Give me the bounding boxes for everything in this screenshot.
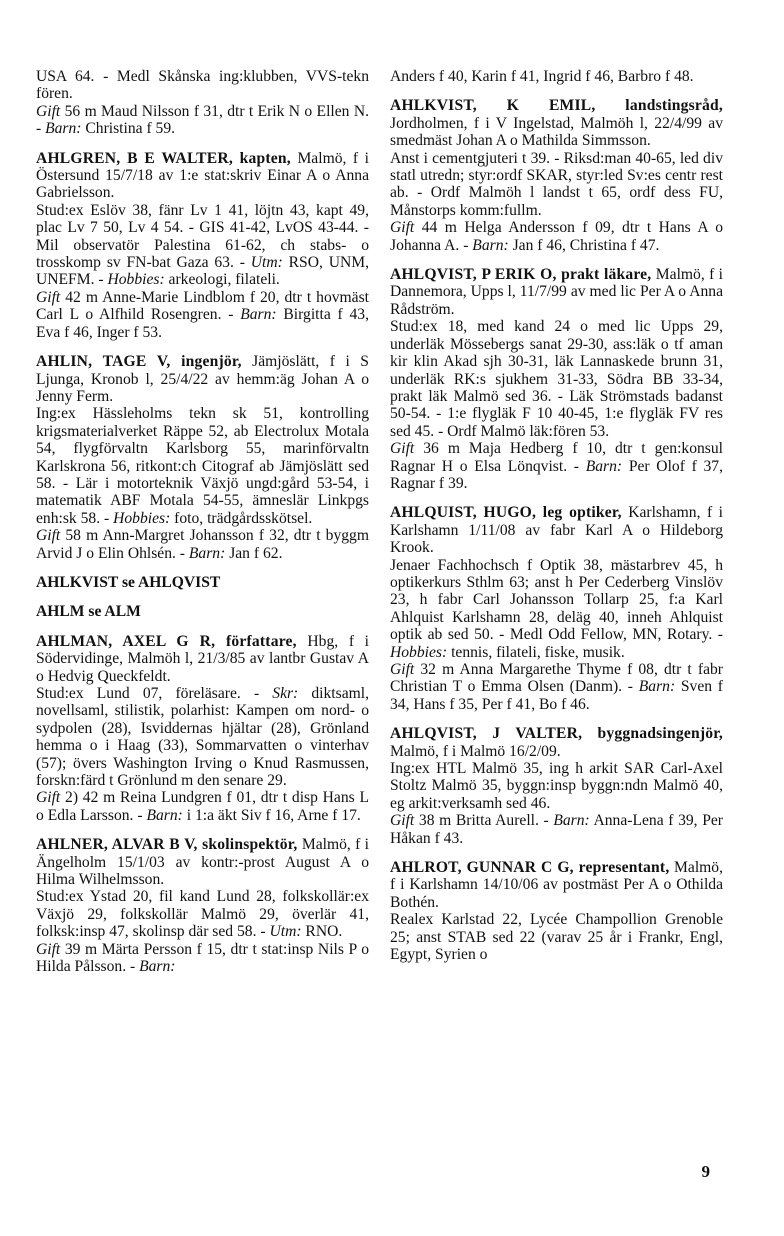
entry-career: Anst i cementgjuteri t 39. - Riksd:man 40-65, led div statl utredn; styr:ordf SKAR, styr:led Sv:es centr rest ab. - Ordf Malmöh l landst t 65, ordf dess FU, Månstorps komm:fullm. — [390, 149, 723, 219]
entry-career: Realex Karlstad 22, Lycée Champollion Grenoble 25; anst STAB sed 22 (varav 25 år i Frankr, Engl, Egypt, Syrien o — [390, 911, 723, 964]
gift-text: 42 m Anne-Marie Lindblom f 20, dtr t hovmäst Carl L o Alfhild Rosengren. - — [36, 288, 369, 324]
entry-ahlner — [36, 836, 369, 975]
entry-bio: Malmö, f i Karlshamn 14/10/06 av postmäst Per A o Othilda Bothén. — [390, 859, 724, 911]
gift-label: Gift — [36, 940, 61, 958]
gift-text: 56 m Maud Nilsson f 31, dtr t Erik N o Ellen N. - — [36, 102, 369, 138]
xref-ahlm: AHLM se ALM — [36, 603, 141, 621]
barn-label: Barn: — [45, 120, 82, 138]
barn-label: Barn: — [146, 806, 183, 824]
gift-text: 2) 42 m Reina Lundgren f 01, dtr t disp Hans L o Edla Larsson. - — [36, 789, 369, 824]
entry-head: AHLROT, GUNNAR C G, representant, — [390, 859, 670, 877]
hobbies-label: Hobbies: — [390, 643, 448, 661]
entry-head: AHLNER, ALVAR B V, skolinspektör, — [36, 836, 298, 854]
entry-career: Stud:ex Ystad 20, fil kand Lund 28, folkskollär:ex Växjö 29, folkskollär Malmö 29, överlär 41, folksk:insp 47, skolinsp där sed 58. - — [36, 888, 369, 941]
hobbies-label: Hobbies: — [107, 271, 165, 289]
hobbies-text: tennis, filateli, fiske, musik. — [447, 643, 625, 661]
entry-bio: Karlshamn, f i Karlshamn 1/11/08 av fabr Karl A o Hildeborg Krook. — [390, 504, 724, 557]
barn-text: Anna-Lena f 39, Per Håkan f 43. — [390, 812, 723, 847]
entry-bio: Jämjöslätt, f i S Ljunga, Kronob l, 25/4/22 av hemm:äg Johan A o Jenny Ferm. — [36, 353, 369, 405]
entry-head: AHLKVIST, K EMIL, landstingsråd, — [390, 97, 723, 115]
barn-text: Jan f 46, Christina f 47. — [508, 236, 660, 254]
entry-bio: Malmö, f i Malmö 16/2/09. — [390, 742, 561, 760]
barn-text: Birgitta f 43, Eva f 46, Inger f 53. — [36, 306, 370, 341]
barn-text: Jan f 62. — [225, 544, 283, 562]
gift-label: Gift — [36, 102, 61, 120]
entry-career: Stud:ex Eslöv 38, fänr Lv 1 41, löjtn 43, kapt 49, plac Lv 7 50, Lv 4 54. - GIS 41-42, LvOS 43-44. - Mil observatör Palestina 61-62, ch stabs- o trosskomp sv FN-bat Gaza 63. - — [36, 201, 369, 272]
entry-bio: Malmö, f i Dannemora, Upps l, 11/7/99 av med lic Per A o Anna Rådström. — [390, 266, 723, 318]
entry-bio: Malmö, f i Östersund 15/7/18 av 1:e stat:skriv Einar A o Anna Gabrielsson. — [36, 149, 369, 202]
entry-ahlkvist-k-emil — [390, 97, 723, 254]
gift-text: 39 m Märta Persson f 15, dtr t stat:insp Nils P o Hilda Pålsson. - — [36, 940, 369, 976]
utm-label: Utm: — [250, 254, 283, 272]
entry-ahlqvist-p-erik — [390, 266, 723, 492]
entry-career: Stud:ex Lund 07, föreläsare. - — [36, 685, 273, 702]
gift-label: Gift — [390, 219, 415, 237]
entry-bio: Hbg, f i Södervidinge, Malmöh l, 21/3/85 av lantbr Gustav A o Hedvig Queckfeldt. — [36, 632, 369, 685]
entry-career: Jenaer Fachhochsch f Optik 38, mästarbrev 45, h optikerkurs Sthlm 63; anst h Per Cederberg Vinslöv 23, h fabr Carl Johansson Tollarp 25, f:a Karl Ahlquist Karlshamn 28, deläg 40, inneh Ahlquist optik ab sed 50. - Medl Odd Fellow, MN, Rotary. - — [390, 556, 723, 644]
barn-text: Christina f 59. — [81, 120, 176, 138]
entry-ahlquist-hugo — [390, 504, 723, 713]
barn-label: Barn: — [638, 678, 676, 696]
gift-label: Gift — [390, 812, 415, 830]
barn-label: Barn: — [240, 306, 277, 324]
skr-label: Skr: — [272, 685, 299, 702]
gift-text: 44 m Helga Andersson f 09, dtr t Hans A o Johanna A. - — [390, 219, 723, 254]
entry-continuation — [36, 68, 369, 138]
skr-text: diktsaml, novellsaml, stilistik, polarhist: Kampen om nord- o sydpolen (28), Isviddernas hjältar (28), Grönland hemma o i Haag (33), Sommarvatten o vinterhav (57); övers Washington Irving o Knud Rasmussen, forskn:färd t Grönlund m den senare 29. — [36, 685, 369, 790]
gift-label: Gift — [36, 288, 61, 306]
hobbies-label: Hobbies: — [113, 509, 171, 527]
gift-label: Gift — [390, 440, 415, 458]
utm-text: RSO, UNM, UNEFM. - — [36, 254, 370, 289]
entry-bio: Malmö, f i Ängelholm 15/1/03 av kontr:-prost August A o Hilma Wilhelmsson. — [36, 836, 369, 889]
entry-ahlin — [36, 353, 369, 562]
gift-label: Gift — [36, 527, 61, 545]
barn-label: Barn: — [188, 544, 226, 562]
gift-text: 58 m Ann-Margret Johansson f 32, dtr t byggm Arvid J o Elin Ohlsén. - — [36, 527, 369, 562]
utm-label: Utm: — [269, 923, 302, 941]
gift-text: 32 m Anna Margarethe Thyme f 08, dtr t fabr Christian T o Emma Olsen (Danm). - — [390, 661, 723, 696]
entry-head: AHLGREN, B E WALTER, kapten, — [36, 149, 291, 167]
barn-text: i 1:a äkt Siv f 16, Arne f 17. — [182, 806, 361, 824]
barn-label: Barn: — [472, 236, 509, 254]
barn-label: Barn: — [139, 958, 176, 976]
entry-ahlqvist-j-valter — [390, 725, 723, 847]
barn-text: Sven f 34, Hans f 35, Per f 41, Bo f 46. — [390, 678, 723, 713]
entry-career: Stud:ex 18, med kand 24 o med lic Upps 29, underläk Mössebergs sanat 29-30, ass:läk o tf aman kir klin Akad sjh 30-31, läk Lannaskede brunn 31, underläk RK:s sjukhem 31-33, Södra BB 33-34, prakt läk Malmö sed 36. - Läk Strömstads badanst 50-54. - 1:e flygläk F 10 40-45, 1:e flygläk FV res sed 45. - Ordf Malmö läk:fören 53. — [390, 318, 723, 440]
entry-ahlman — [36, 633, 369, 824]
entry-head: AHLQVIST, P ERIK O, prakt läkare, — [390, 266, 652, 284]
xref-ahlkvist: AHLKVIST se AHLQVIST — [36, 573, 221, 591]
gift-text: 38 m Britta Aurell. - — [414, 812, 554, 830]
entry-bio: Jordholmen, f i V Ingelstad, Malmöh l, 22/4/99 av smedmäst Johan A o Mathilda Simmsson. — [390, 114, 723, 150]
gift-label: Gift — [36, 789, 61, 807]
intro-text: USA 64. - Medl Skånska ing:klubben, VVS-tekn fören. — [36, 68, 369, 103]
barn-label: Barn: — [553, 812, 590, 830]
right-column — [390, 68, 723, 964]
entry-ahlgren — [36, 150, 369, 341]
entry-head: AHLMAN, AXEL G R, författare, — [36, 632, 297, 650]
gift-text: 36 m Maja Hedberg f 10, dtr t gen:konsul Ragnar H o Elsa Lönqvist. - — [390, 440, 723, 475]
entry-ahlrot — [390, 859, 723, 963]
entry-career: Ing:ex HTL Malmö 35, ing h arkit SAR Carl-Axel Stoltz Malmö 35, byggn:insp byggn:ndn Malmö 40, eg arkit:verksamh sed 46. — [390, 760, 723, 812]
entry-career: Ing:ex Hässleholms tekn sk 51, kontrolling krigsmaterialverket Räppe 52, ab Electrolux Motala 54, flygförvaltn Karlsborg 55, marinförvaltn Karlskrona 56, ritkont:ch Citograf ab Jämjöslätt sed 58. - Lär i motorteknik Växjö ungd:gård 53-54, i matematik ABF Motala 54-55, ämneslär Linkpgs enh:sk 58. - — [36, 405, 369, 527]
barn-label: Barn: — [585, 457, 623, 475]
entry-head: AHLIN, TAGE V, ingenjör, — [36, 353, 242, 371]
hobbies-text: foto, trädgårdsskötsel. — [170, 509, 313, 527]
hobbies-text: arkeologi, filateli. — [164, 271, 280, 289]
left-column — [36, 68, 369, 976]
page-number: 9 — [701, 1162, 710, 1181]
gift-label: Gift — [390, 661, 415, 678]
entry-head: AHLQVIST, J VALTER, byggnadsingenjör, — [390, 725, 723, 743]
entry-head: AHLQUIST, HUGO, leg optiker, — [390, 504, 622, 522]
entry-continuation: Anders f 40, Karin f 41, Ingrid f 46, Barbro f 48. — [390, 68, 694, 85]
utm-text: RNO. — [301, 923, 343, 941]
barn-text: Per Olof f 37, Ragnar f 39. — [390, 457, 723, 492]
